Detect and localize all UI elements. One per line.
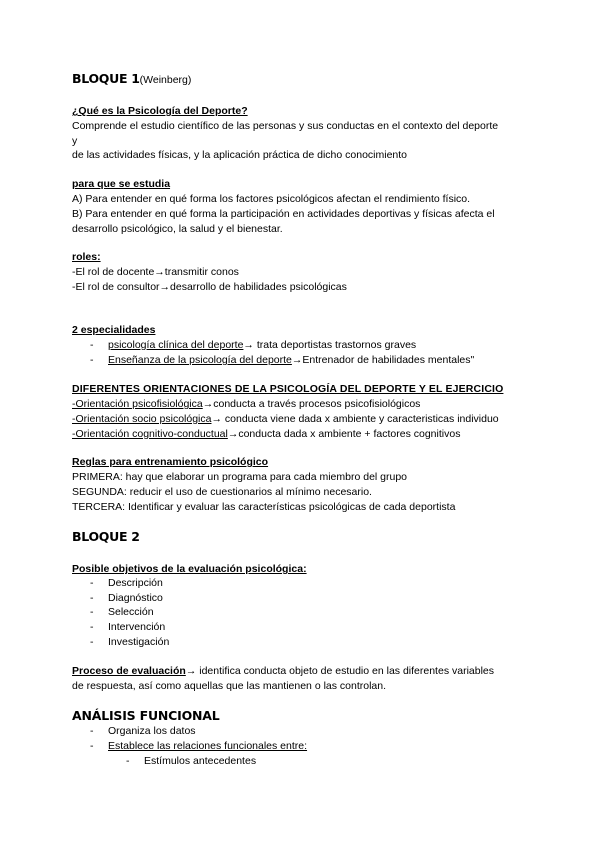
bullet-dash: - <box>90 725 94 737</box>
specialty-1-desc: → trata deportistas trastornos graves <box>243 339 417 351</box>
bullet-dash: - <box>90 339 94 351</box>
process-term: Proceso de evaluación <box>72 665 186 677</box>
sub-bullet-dash: - <box>126 755 130 767</box>
purpose-b-line-1: B) Para entender en qué forma la participación en actividades deportivas y físicas afecta el <box>72 208 495 220</box>
specialty-1-term: psicología clínica del deporte <box>108 339 244 351</box>
bullet-dash: - <box>90 592 94 604</box>
objectives-heading: Posible objetivos de la evaluación psicológica: <box>72 563 307 575</box>
specialty-2-term: Enseñanza de la psicología del deporte <box>108 354 292 366</box>
roles-heading: roles: <box>72 251 101 263</box>
functional-item-2: Establece las relaciones funcionales entre: <box>108 740 308 752</box>
question-line-2: y <box>72 135 78 147</box>
objective-item: Investigación <box>108 636 170 648</box>
rule-2: SEGUNDA: reducir el uso de cuestionarios al mínimo necesario. <box>72 486 372 498</box>
bloque1-title: BLOQUE 1 <box>72 71 140 86</box>
specialty-2 <box>108 353 474 368</box>
rule-3: TERCERA: Identificar y evaluar las características psicológicas de cada deportista <box>72 501 456 513</box>
orientation-1-term: -Orientación psicofisiológica <box>72 398 203 410</box>
rule-1: PRIMERA: hay que elaborar un programa para cada miembro del grupo <box>72 471 408 483</box>
specialties-heading: 2 especialidades <box>72 324 156 336</box>
orientation-3-desc: →conducta dada x ambiente + factores cognitivos <box>227 428 461 440</box>
bullet-dash: - <box>90 354 94 366</box>
question-line-1: Comprende el estudio científico de las personas y sus conductas en el contexto del deporte <box>72 120 499 132</box>
orientations-heading: DIFERENTES ORIENTACIONES DE LA PSICOLOGÍA DEL DEPORTE Y EL EJERCICIO <box>72 383 504 395</box>
orientation-3 <box>72 427 460 442</box>
specialty-2-desc: →Entrenador de habilidades mentales" <box>291 354 475 366</box>
bloque1-title-line <box>72 70 191 88</box>
bloque1-author: (Weinberg) <box>139 74 192 86</box>
bullet-dash: - <box>90 606 94 618</box>
objective-item: Selección <box>108 606 154 618</box>
process-line-2: de respuesta, así como aquellas que las mantienen o las controlan. <box>72 680 387 692</box>
process-line-1 <box>72 664 494 679</box>
bullet-dash: - <box>90 577 94 589</box>
objective-item: Diagnóstico <box>108 592 163 604</box>
orientation-1-desc: →conducta a través procesos psicofisiológicos <box>202 398 421 410</box>
orientation-1 <box>72 397 420 412</box>
orientation-3-term: -Orientación cognitivo-conductual <box>72 428 228 440</box>
bullet-dash: - <box>90 740 94 752</box>
orientation-2 <box>72 412 499 427</box>
question-line-3: de las actividades físicas, y la aplicación práctica de dicho conocimiento <box>72 149 408 161</box>
orientation-2-term: -Orientación socio psicológica <box>72 413 212 425</box>
functional-analysis-heading: ANÁLISIS FUNCIONAL <box>72 708 220 723</box>
orientation-2-desc: → conducta viene dada x ambiente y caracteristicas individuo <box>211 413 499 425</box>
purpose-b-line-2: desarrollo psicológico, la salud y el bienestar. <box>72 223 283 235</box>
purpose-a: A) Para entender en qué forma los factores psicológicos afectan el rendimiento físico. <box>72 193 471 205</box>
bullet-dash: - <box>90 636 94 648</box>
bloque2-title: BLOQUE 2 <box>72 529 140 544</box>
process-desc: → identifica conducta objeto de estudio en las diferentes variables <box>185 665 495 677</box>
bullet-dash: - <box>90 621 94 633</box>
question-heading: ¿Qué es la Psicología del Deporte? <box>72 105 248 117</box>
functional-item-1: Organiza los datos <box>108 725 196 737</box>
rules-heading: Reglas para entrenamiento psicológico <box>72 456 269 468</box>
role-docente: -El rol de docente→transmitir conos <box>72 266 239 278</box>
role-consultor: -El rol de consultor→desarrollo de habilidades psicológicas <box>72 281 347 293</box>
specialty-1 <box>108 338 416 353</box>
functional-subitem-1: Estímulos antecedentes <box>144 755 257 767</box>
objective-item: Intervención <box>108 621 166 633</box>
purpose-heading: para que se estudia <box>72 178 171 190</box>
objective-item: Descripción <box>108 577 163 589</box>
